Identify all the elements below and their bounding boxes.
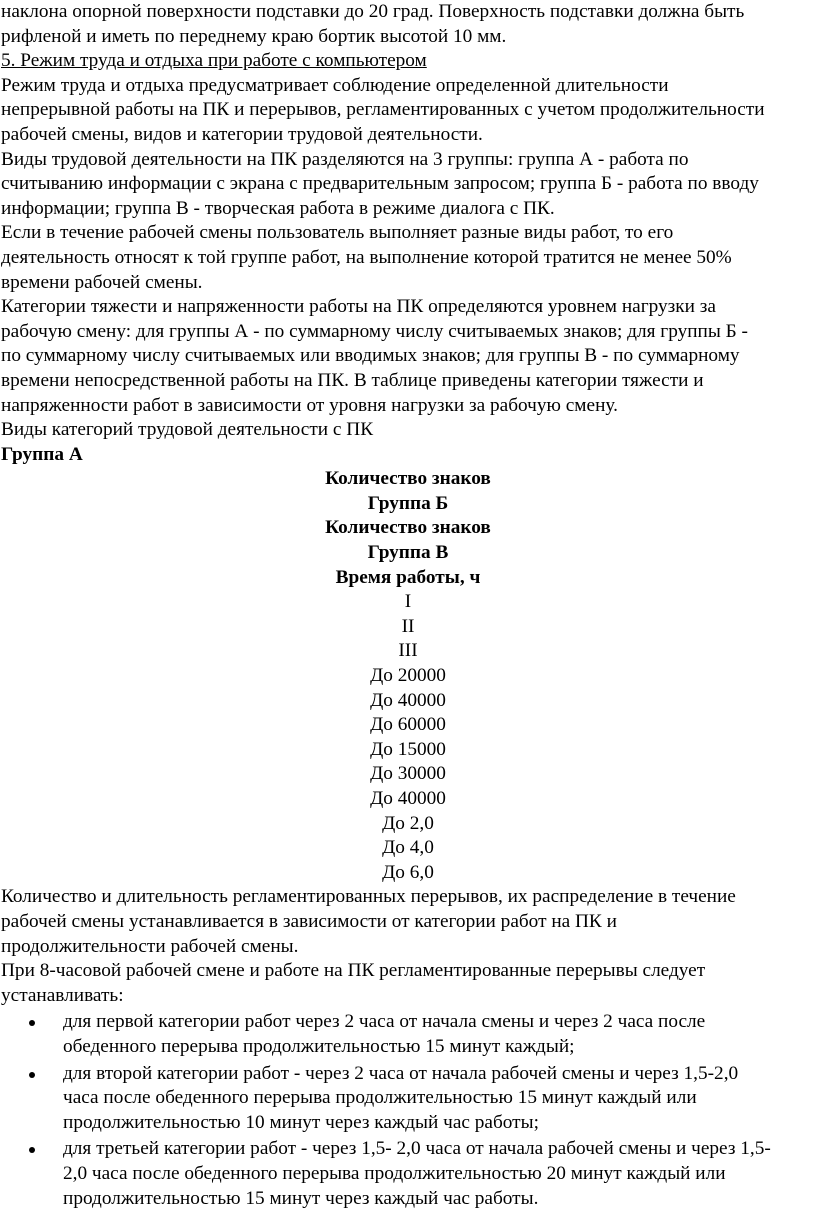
- category-table: [0, 467, 816, 885]
- section-heading[interactable]: 5. Режим труда и отдыха при работе с компьютером: [1, 50, 427, 72]
- text-line: информации; группа В - творческая работа в режиме диалога с ПК.: [1, 197, 555, 219]
- paragraph-mixed-work: [0, 221, 816, 295]
- table-cell: До 60000: [370, 714, 446, 736]
- text-line: Количество и длительность регламентированных перерывов, их распределение в течение: [1, 886, 736, 908]
- text-line: Категории тяжести и напряженности работы на ПК определяются уровнем нагрузки за: [1, 296, 716, 318]
- table-cell: II: [401, 615, 415, 637]
- paragraph-breaks-count: [0, 885, 816, 959]
- table-cell: До 20000: [370, 665, 446, 687]
- bullet-icon: [29, 1072, 35, 1078]
- text-line: напряженности работ в зависимости от уровня нагрузки за рабочую смену.: [1, 394, 618, 416]
- paragraph-categories: [0, 295, 816, 418]
- text-line: рифленой и иметь по переднему краю бортик высотой 10 мм.: [1, 25, 507, 47]
- text-line: для второй категории работ - через 2 часа от начала рабочей смены и через 1,5-2,0: [63, 1062, 739, 1084]
- text-line: 2,0 часа после обеденного перерыва продолжительностью 20 минут каждый или: [63, 1162, 726, 1184]
- table-cell: До 15000: [370, 738, 446, 760]
- table-caption: Виды категорий трудовой деятельности с ПК: [1, 419, 374, 441]
- paragraph-work-rest-regime: [0, 74, 816, 148]
- intro-paragraph: [0, 0, 816, 49]
- table-header-cell: Группа Б: [367, 492, 449, 514]
- bullet-icon: [29, 1020, 35, 1026]
- text-line: устанавливать:: [1, 984, 124, 1006]
- list-item: [0, 1062, 816, 1136]
- break-schedule-list: [0, 1010, 816, 1211]
- text-line: рабочую смену: для группы А - по суммарному числу считываемых знаков; для группы Б -: [1, 320, 748, 342]
- paragraph-activity-groups: [0, 148, 816, 222]
- text-line: времени рабочей смены.: [1, 271, 203, 293]
- bullet-icon: [29, 1147, 35, 1153]
- text-line: продолжительностью 10 минут через каждый час работы;: [63, 1111, 539, 1133]
- group-a-label: Группа А: [1, 443, 83, 465]
- text-line: считыванию информации с экрана с предварительным запросом; группа Б - работа по вводу: [1, 173, 759, 195]
- text-line: Виды трудовой деятельности на ПК разделяются на 3 группы: группа А - работа по: [1, 148, 689, 170]
- list-item: [0, 1010, 816, 1059]
- table-cell: До 40000: [370, 689, 446, 711]
- table-cell: До 30000: [370, 763, 446, 785]
- text-line: для третьей категории работ - через 1,5- 2,0 часа от начала рабочей смены и через 1,5-: [63, 1138, 771, 1160]
- text-line: часа после обеденного перерыва продолжительностью 15 минут каждый или: [63, 1087, 697, 1109]
- table-cell: До 2,0: [382, 812, 434, 834]
- table-header-cell: Количество знаков: [325, 468, 491, 490]
- table-cell: До 4,0: [382, 837, 434, 859]
- table-header-cell: Группа В: [367, 542, 449, 564]
- text-line: по суммарному числу считываемых или вводимых знаков; для группы В - по суммарному: [1, 345, 740, 367]
- text-line: Режим труда и отдыха предусматривает соблюдение определенной длительности: [1, 74, 669, 96]
- table-cell: I: [404, 591, 412, 613]
- text-line: рабочей смены устанавливается в зависимости от категории работ на ПК и: [1, 910, 617, 932]
- text-line: времени непосредственной работы на ПК. В таблице приведены категории тяжести и: [1, 369, 704, 391]
- table-cell: До 6,0: [382, 861, 434, 883]
- table-header-cell: Количество знаков: [325, 517, 491, 539]
- table-header-cell: Время работы, ч: [335, 566, 481, 588]
- text-line: деятельность относят к той группе работ, на выполнение которой тратится не менее 50%: [1, 246, 732, 268]
- text-line: непрерывной работы на ПК и перерывов, регламентированных с учетом продолжительности: [1, 99, 765, 121]
- text-line: Если в течение рабочей смены пользователь выполняет разные виды работ, то его: [1, 222, 674, 244]
- text-line: наклона опорной поверхности подставки до 20 град. Поверхность подставки должна быть: [1, 1, 745, 22]
- text-line: продолжительности рабочей смены.: [1, 935, 299, 957]
- table-cell: До 40000: [370, 788, 446, 809]
- text-line: рабочей смены, видов и категории трудовой деятельности.: [1, 123, 483, 145]
- paragraph-eight-hour-shift: [0, 959, 816, 1008]
- text-line: продолжительностью 15 минут через каждый час работы.: [63, 1187, 539, 1209]
- list-item: [0, 1137, 816, 1211]
- text-line: обеденного перерыва продолжительностью 15 минут каждый;: [63, 1035, 575, 1057]
- table-cell: III: [398, 640, 418, 662]
- text-line: При 8-часовой рабочей смене и работе на ПК регламентированные перерывы следует: [1, 960, 706, 982]
- text-line: для первой категории работ через 2 часа от начала смены и через 2 часа после: [63, 1011, 706, 1033]
